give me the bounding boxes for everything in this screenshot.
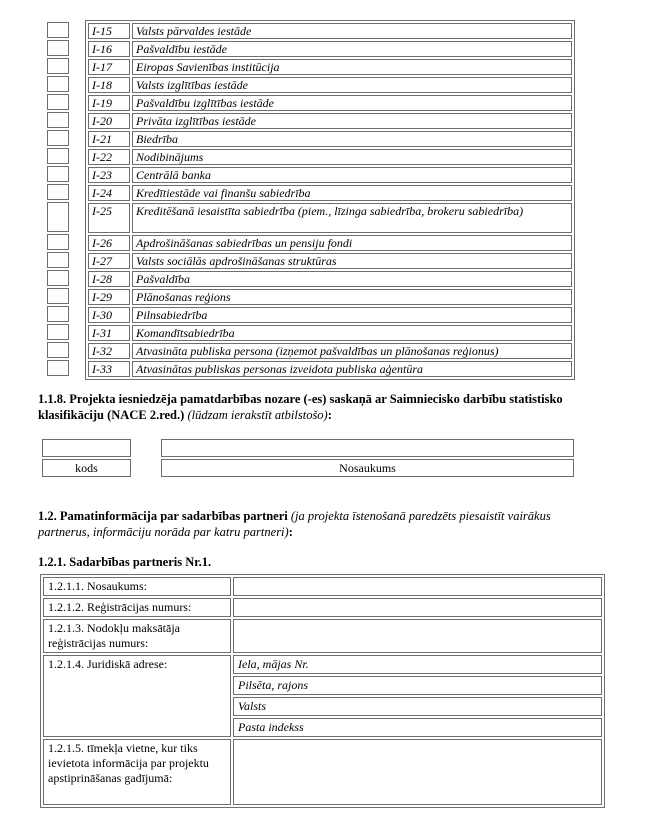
org-type-code: I-20 <box>88 113 130 129</box>
org-type-checkbox[interactable] <box>47 202 69 232</box>
partner-field-label: 1.2.1.1. Nosaukums: <box>43 577 231 596</box>
table-row <box>88 149 572 165</box>
table-row <box>88 343 572 359</box>
org-type-code: I-18 <box>88 77 130 93</box>
table-row <box>43 598 602 617</box>
partner-field-label: 1.2.1.4. Juridiskā adrese: <box>43 655 231 737</box>
org-type-checkbox[interactable] <box>47 94 69 110</box>
org-type-code: I-16 <box>88 41 130 57</box>
table-row <box>47 184 69 200</box>
section-1-1-8-colon: : <box>327 407 332 422</box>
org-type-code: I-22 <box>88 149 130 165</box>
partner-field-label: 1.2.1.2. Reģistrācijas numurs: <box>43 598 231 617</box>
nace-nosaukums-table <box>159 437 576 479</box>
org-type-code: I-26 <box>88 235 130 251</box>
org-type-code: I-29 <box>88 289 130 305</box>
table-row <box>88 131 572 147</box>
partner-field-input-cell[interactable] <box>233 739 602 805</box>
table-row <box>88 325 572 341</box>
table-row <box>88 77 572 93</box>
org-type-label: Valsts izglītības iestāde <box>132 77 572 93</box>
table-row <box>88 113 572 129</box>
org-type-label: Pašvaldību iestāde <box>132 41 572 57</box>
table-row <box>88 253 572 269</box>
table-row <box>43 619 602 653</box>
org-type-checkbox[interactable] <box>47 342 69 358</box>
table-row <box>42 459 131 477</box>
org-type-checkbox[interactable] <box>47 288 69 304</box>
org-type-checkbox[interactable] <box>47 252 69 268</box>
table-row <box>88 361 572 377</box>
table-row <box>47 94 69 110</box>
org-type-label: Valsts pārvaldes iestāde <box>132 23 572 39</box>
org-type-checkbox-column <box>45 20 71 378</box>
org-type-checkbox[interactable] <box>47 234 69 250</box>
table-row <box>43 577 602 596</box>
table-row <box>88 59 572 75</box>
partner-address-field[interactable]: Pilsēta, rajons <box>233 676 602 695</box>
org-type-checkbox[interactable] <box>47 40 69 56</box>
table-row <box>47 130 69 146</box>
table-row <box>88 203 572 233</box>
org-type-code: I-23 <box>88 167 130 183</box>
org-type-checkbox[interactable] <box>47 22 69 38</box>
org-type-code: I-17 <box>88 59 130 75</box>
org-type-label: Apdrošināšanas sabiedrības un pensiju fondi <box>132 235 572 251</box>
org-type-label: Kredītiestāde vai finanšu sabiedrība <box>132 185 572 201</box>
section-1-2-italic-text: (ja projekta īstenošanā paredzēts piesaistīt vairākus partnerus, informāciju norāda par katru partneri) <box>38 509 551 539</box>
table-row <box>47 324 69 340</box>
table-row <box>47 306 69 322</box>
table-row <box>47 112 69 128</box>
org-type-label: Komandītsabiedrība <box>132 325 572 341</box>
org-type-label: Kreditēšanā iesaistīta sabiedrība (piem., līzinga sabiedrība, brokeru sabiedrība) <box>132 203 572 233</box>
partner-address-field[interactable]: Pasta indekss <box>233 718 602 737</box>
table-row <box>88 307 572 323</box>
section-1-1-8-italic-text: (lūdzam ierakstīt atbilstošo) <box>187 407 328 422</box>
org-type-checkbox[interactable] <box>47 270 69 286</box>
table-row <box>47 58 69 74</box>
org-type-code: I-28 <box>88 271 130 287</box>
nace-nosaukums-input-cell[interactable] <box>161 439 574 457</box>
table-row <box>47 342 69 358</box>
org-type-label: Pilnsabiedrība <box>132 307 572 323</box>
nace-kods-label: kods <box>42 459 131 477</box>
partner-address-field[interactable]: Iela, mājas Nr. <box>233 655 602 674</box>
org-type-label: Pašvaldību izglītības iestāde <box>132 95 572 111</box>
org-type-checkbox[interactable] <box>47 58 69 74</box>
table-row <box>88 95 572 111</box>
org-type-label: Centrālā banka <box>132 167 572 183</box>
org-type-label: Pašvaldība <box>132 271 572 287</box>
section-1-1-8-heading <box>38 392 603 423</box>
table-row <box>88 271 572 287</box>
nace-kods-input-cell[interactable] <box>42 439 131 457</box>
table-row <box>47 252 69 268</box>
partner-field-label: 1.2.1.5. tīmekļa vietne, kur tiks ievietota informācija par projektu apstiprināšanas gadījumā: <box>43 739 231 805</box>
org-type-checkbox[interactable] <box>47 76 69 92</box>
table-row <box>47 22 69 38</box>
partner-field-input-cell[interactable] <box>233 598 602 617</box>
table-row <box>88 167 572 183</box>
partner-info-table <box>40 574 605 808</box>
table-row <box>47 40 69 56</box>
section-1-1-8-bold-text: 1.1.8. Projekta iesniedzēja pamatdarbības nozare (-es) saskaņā ar Saimniecisko darbību statistisko klasifikāciju (NACE 2.red.) <box>38 392 563 422</box>
partner-field-input-cell[interactable] <box>233 577 602 596</box>
table-row <box>43 655 602 674</box>
org-type-checkbox[interactable] <box>47 130 69 146</box>
table-row <box>43 739 602 805</box>
section-1-2-colon: : <box>288 524 293 539</box>
org-type-code: I-30 <box>88 307 130 323</box>
table-row <box>88 235 572 251</box>
org-type-label: Biedrība <box>132 131 572 147</box>
table-row <box>161 459 574 477</box>
table-row <box>88 289 572 305</box>
org-type-code: I-32 <box>88 343 130 359</box>
org-type-checkbox[interactable] <box>47 306 69 322</box>
table-row <box>88 41 572 57</box>
table-row <box>161 439 574 457</box>
table-row <box>47 360 69 376</box>
section-1-2-heading <box>38 509 583 540</box>
org-type-checkbox[interactable] <box>47 166 69 182</box>
org-type-code: I-24 <box>88 185 130 201</box>
table-row <box>47 76 69 92</box>
org-type-label: Atvasinātas publiskas personas izveidota publiska aģentūra <box>132 361 572 377</box>
org-type-label: Atvasināta publiska persona (izņemot pašvaldības un plānošanas reģionus) <box>132 343 572 359</box>
org-type-code: I-31 <box>88 325 130 341</box>
section-1-2-bold-text: 1.2. Pamatinformācija par sadarbības partneri <box>38 509 288 523</box>
table-row <box>47 234 69 250</box>
partner-address-field[interactable]: Valsts <box>233 697 602 716</box>
org-type-checkbox[interactable] <box>47 324 69 340</box>
nace-nosaukums-label: Nosaukums <box>161 459 574 477</box>
org-type-label: Plānošanas reģions <box>132 289 572 305</box>
table-row <box>47 166 69 182</box>
org-type-code: I-33 <box>88 361 130 377</box>
org-type-label: Nodibinājums <box>132 149 572 165</box>
org-type-code: I-15 <box>88 23 130 39</box>
org-type-label: Valsts sociālās apdrošināšanas struktūras <box>132 253 572 269</box>
org-type-checkbox[interactable] <box>47 148 69 164</box>
partner-field-input-cell[interactable] <box>233 619 602 653</box>
table-row <box>88 185 572 201</box>
org-type-checkbox[interactable] <box>47 112 69 128</box>
org-type-code: I-21 <box>88 131 130 147</box>
org-type-code: I-25 <box>88 203 130 233</box>
table-row <box>88 23 572 39</box>
partner-field-label: 1.2.1.3. Nodokļu maksātāja reģistrācijas numurs: <box>43 619 231 653</box>
org-type-checkbox[interactable] <box>47 360 69 376</box>
table-row <box>47 270 69 286</box>
nace-kods-table <box>40 437 133 479</box>
org-type-checkbox[interactable] <box>47 184 69 200</box>
table-row <box>42 439 131 457</box>
table-row <box>47 202 69 232</box>
section-1-2-1-heading: 1.2.1. Sadarbības partneris Nr.1. <box>38 555 212 569</box>
table-row <box>47 148 69 164</box>
org-type-label: Privāta izglītības iestāde <box>132 113 572 129</box>
org-type-table <box>85 20 575 380</box>
org-type-label: Eiropas Savienības institūcija <box>132 59 572 75</box>
org-type-code: I-19 <box>88 95 130 111</box>
org-type-code: I-27 <box>88 253 130 269</box>
table-row <box>47 288 69 304</box>
